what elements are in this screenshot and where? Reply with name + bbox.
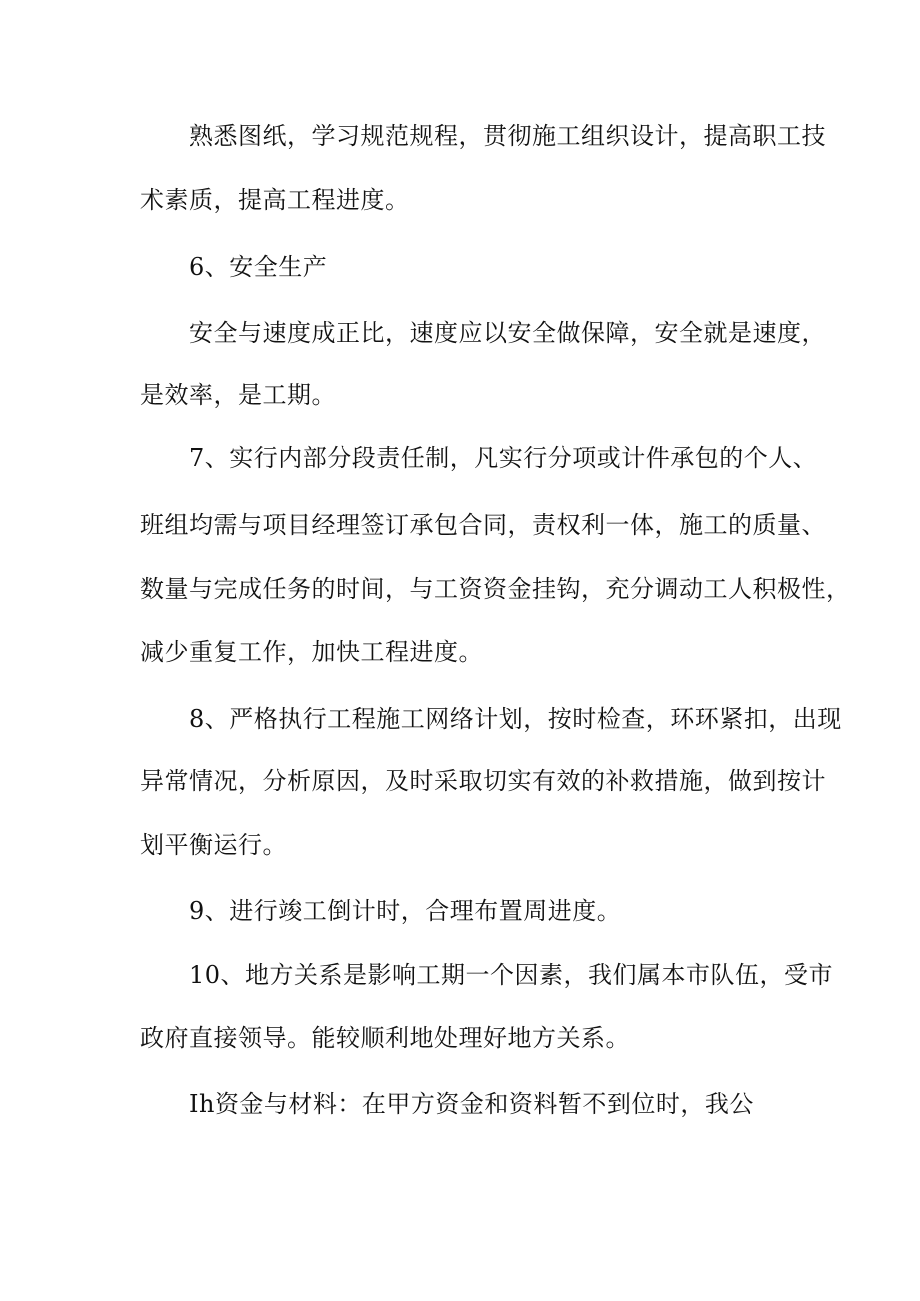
- section-heading: 6、安全生产: [189, 253, 328, 281]
- text-line: 7、实行内部分段责任制，凡实行分项或计件承包的个人、: [189, 444, 818, 472]
- text-line: 减少重复工作，加快工程进度。: [140, 638, 483, 666]
- text-line: 划平衡运行。: [140, 831, 287, 859]
- text-line: 9、进行竣工倒计时，合理布置周进度。: [189, 897, 622, 925]
- text-line: 安全与速度成正比，速度应以安全做保障，安全就是速度，: [189, 319, 826, 347]
- text-line: 8、严格执行工程施工网络计划，按时检查，环环紧扣，出现: [189, 705, 842, 733]
- text-line: 熟悉图纸，学习规范规程，贯彻施工组织设计，提高职工技: [189, 122, 826, 150]
- text-line: 班组均需与项目经理签订承包合同，责权利一体，施工的质量、: [140, 511, 826, 539]
- text-line: 是效率，是工期。: [140, 381, 336, 409]
- text-line: 数量与完成任务的时间，与工资资金挂钩，充分调动工人积极性，: [140, 575, 851, 603]
- text-line: 政府直接领导。能较顺利地处理好地方关系。: [140, 1024, 630, 1052]
- text-line: Ih资金与材料：在甲方资金和资料暂不到位时，我公: [189, 1090, 754, 1118]
- text-line: 10、地方关系是影响工期一个因素，我们属本市队伍，受市: [189, 961, 834, 989]
- text-line: 异常情况，分析原因，及时采取切实有效的补救措施，做到按计: [140, 767, 826, 795]
- text-line: 术素质，提高工程进度。: [140, 186, 410, 214]
